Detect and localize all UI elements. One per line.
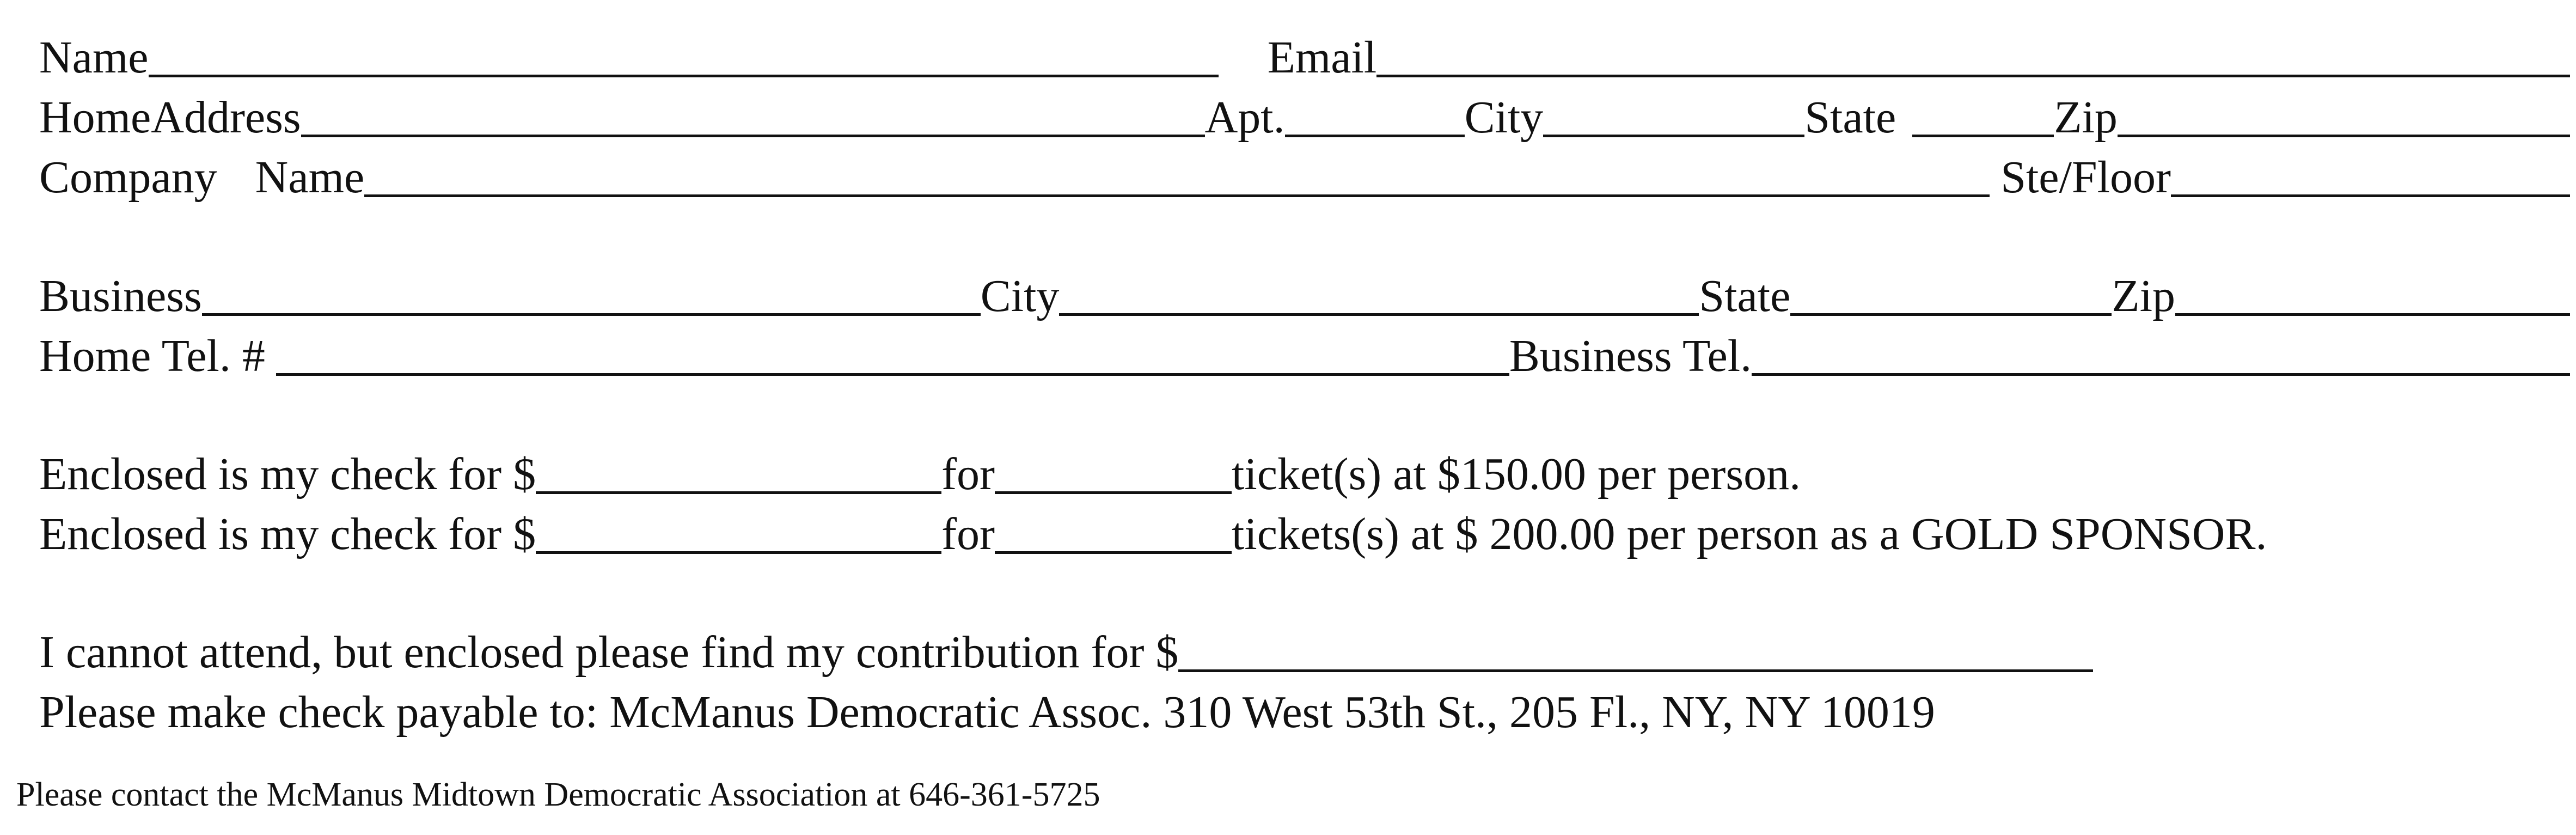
ste-floor-label: Ste/Floor — [2000, 152, 2171, 203]
home-state-label: State — [1804, 92, 1896, 143]
standard-for-label: for — [941, 449, 995, 499]
ticket-row-standard — [39, 437, 1801, 497]
home-zip-field[interactable] — [2118, 135, 2570, 137]
business-tel-field[interactable] — [1752, 373, 2570, 376]
standard-check-amount-field[interactable] — [536, 491, 941, 494]
apt-label: Apt. — [1204, 92, 1285, 143]
home-city-label: City — [1464, 92, 1544, 143]
standard-ticket-suffix: ticket(s) at $150.00 per person. — [1232, 449, 1801, 499]
home-zip-label: Zip — [2054, 92, 2118, 143]
business-tel-label: Business Tel. — [1509, 331, 1752, 381]
company-name-label: Name — [255, 152, 365, 203]
apt-field[interactable] — [1285, 135, 1465, 137]
business-label: Business — [39, 271, 202, 321]
business-address-field[interactable] — [202, 313, 981, 316]
gold-ticket-suffix: tickets(s) at $ 200.00 per person as a GOLD SPONSOR. — [1232, 509, 2267, 559]
email-field[interactable] — [1376, 75, 2570, 77]
business-city-label: City — [980, 271, 1060, 321]
gold-ticket-count-field[interactable] — [995, 551, 1232, 554]
contribution-amount-field[interactable] — [1178, 669, 2093, 672]
telephone-row — [39, 319, 2570, 379]
home-city-field[interactable] — [1543, 135, 1804, 137]
home-tel-label: Home Tel. # — [39, 331, 265, 381]
home-tel-field[interactable] — [276, 373, 1509, 376]
name-field[interactable] — [149, 75, 1219, 77]
payable-instructions: Please make check payable to: McManus Democratic Assoc. 310 West 53th St., 205 Fl., NY, NY 10019 — [39, 687, 1935, 738]
payable-row — [39, 675, 1935, 738]
business-city-field[interactable] — [1059, 313, 1699, 316]
business-zip-label: Zip — [2112, 271, 2176, 321]
name-email-row — [39, 21, 2570, 81]
contact-footnote: Please contact the McManus Midtown Democratic Association at 646-361-5725 — [16, 776, 1100, 813]
company-name-field[interactable] — [364, 194, 1990, 197]
standard-ticket-count-field[interactable] — [995, 491, 1232, 494]
gold-for-label: for — [941, 509, 995, 559]
business-address-row — [39, 259, 2570, 319]
name-label: Name — [39, 32, 149, 83]
company-label: Company — [39, 152, 217, 203]
business-state-label: State — [1699, 271, 1791, 321]
home-address-label: HomeAddress — [39, 92, 301, 143]
gold-check-amount-field[interactable] — [536, 551, 941, 554]
home-state-field[interactable] — [1912, 135, 2054, 137]
ticket-row-gold — [39, 497, 2267, 557]
email-label: Email — [1267, 32, 1377, 83]
business-state-field[interactable] — [1790, 313, 2112, 316]
business-zip-field[interactable] — [2175, 313, 2570, 316]
home-address-row — [39, 81, 2570, 141]
gold-check-prefix: Enclosed is my check for $ — [39, 509, 536, 559]
company-row — [39, 141, 2570, 203]
contribution-row — [39, 615, 2093, 678]
home-address-field[interactable] — [301, 135, 1205, 137]
standard-check-prefix: Enclosed is my check for $ — [39, 449, 536, 499]
ste-floor-field[interactable] — [2171, 194, 2570, 197]
contribution-label: I cannot attend, but enclosed please find my contribution for $ — [39, 627, 1179, 678]
